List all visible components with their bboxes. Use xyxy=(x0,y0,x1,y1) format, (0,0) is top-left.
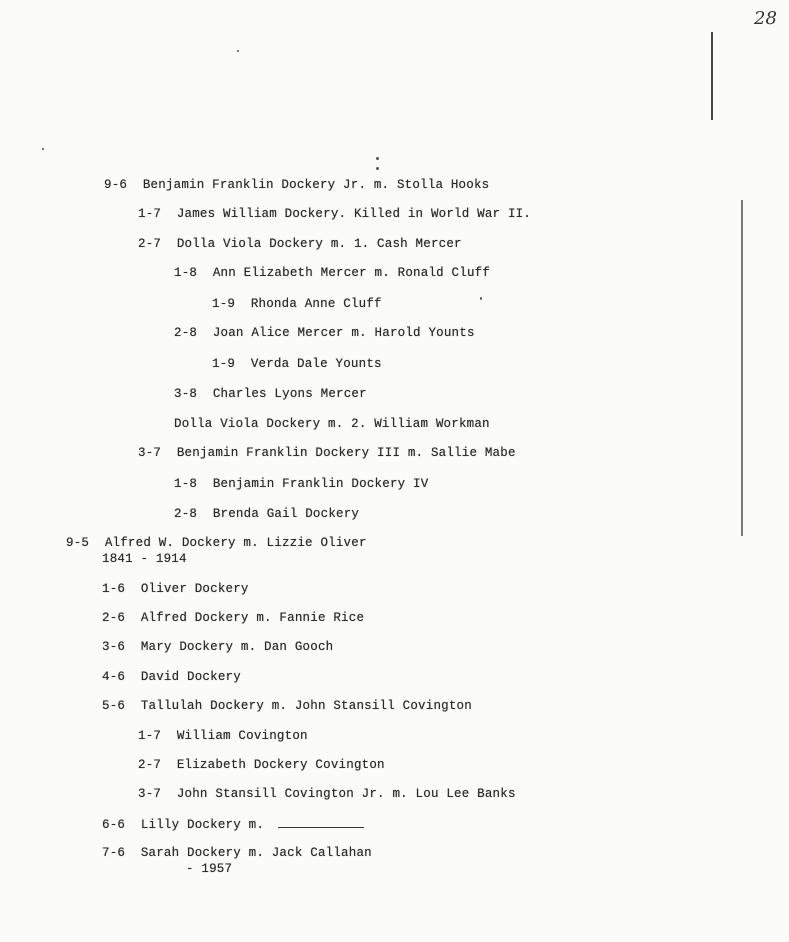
entry-line xyxy=(102,846,372,860)
entry-line xyxy=(174,387,367,401)
entry-code: 6-6 xyxy=(102,818,126,832)
entry-text: John Stansill Covington Jr. m. Lou Lee Banks xyxy=(176,787,516,801)
entry-line xyxy=(138,729,308,743)
entry-text: Tallulah Dockery m. John Stansill Covington xyxy=(140,699,472,713)
entry-dates xyxy=(186,862,232,876)
entry-code: 2-7 xyxy=(138,237,162,251)
entry-code: 3-8 xyxy=(174,387,198,401)
entry-code: 1-8 xyxy=(174,477,198,491)
entry-code: 1-9 xyxy=(212,297,236,311)
entry-code: 2-6 xyxy=(102,611,126,625)
entry-code: 1-6 xyxy=(102,582,126,596)
entry-line xyxy=(102,817,364,832)
entry-text: Joan Alice Mercer m. Harold Younts xyxy=(212,326,475,340)
entry-line xyxy=(102,670,241,684)
entry-code: 1-8 xyxy=(174,266,198,280)
entry-text: Dolla Viola Dockery m. 2. William Workman xyxy=(174,417,490,431)
entry-line xyxy=(174,266,490,280)
scan-speck xyxy=(480,297,482,300)
entry-code: 1-9 xyxy=(212,357,236,371)
scan-mark-right-top xyxy=(711,32,713,120)
entry-code: 4-6 xyxy=(102,670,126,684)
entry-line xyxy=(174,507,359,521)
entry-code: 3-7 xyxy=(138,446,162,460)
entry-line xyxy=(138,758,385,772)
entry-line xyxy=(174,326,475,340)
scan-mark-right-long xyxy=(741,200,743,536)
entry-code: 1-7 xyxy=(138,729,162,743)
entry-text: Lilly Dockery m. xyxy=(140,818,265,832)
entry-text: Brenda Gail Dockery xyxy=(212,507,360,521)
entry-text: Oliver Dockery xyxy=(140,582,249,596)
entry-code: 3-6 xyxy=(102,640,126,654)
entry-line xyxy=(102,640,333,654)
entry-text: William Covington xyxy=(176,729,308,743)
entry-code: 7-6 xyxy=(102,846,126,860)
entry-line xyxy=(212,297,382,311)
entry-line xyxy=(212,357,382,371)
entry-text: Alfred W. Dockery m. Lizzie Oliver xyxy=(104,536,367,550)
entry-text: Elizabeth Dockery Covington xyxy=(176,758,385,772)
entry-text: Rhonda Anne Cluff xyxy=(250,297,382,311)
entry-line xyxy=(104,178,489,192)
entry-code: 2-8 xyxy=(174,326,198,340)
entry-text: 1841 - 1914 xyxy=(102,552,187,566)
entry-line xyxy=(102,582,249,596)
entry-text: - 1957 xyxy=(186,862,233,876)
entry-line xyxy=(138,787,516,801)
entry-code: 1-7 xyxy=(138,207,162,221)
page-number: 28 xyxy=(754,8,777,29)
entry-text: Dolla Viola Dockery m. 1. Cash Mercer xyxy=(176,237,462,251)
entry-text: Charles Lyons Mercer xyxy=(212,387,367,401)
entry-text: David Dockery xyxy=(140,670,241,684)
entry-line xyxy=(174,417,490,431)
entry-code: 2-7 xyxy=(138,758,162,772)
entry-line xyxy=(174,477,428,491)
entry-line xyxy=(102,699,472,713)
entry-line xyxy=(138,446,516,460)
scan-speck xyxy=(42,148,44,150)
entry-text: Alfred Dockery m. Fannie Rice xyxy=(140,611,365,625)
entry-text: Benjamin Franklin Dockery Jr. m. Stolla Hooks xyxy=(142,178,490,192)
entry-line xyxy=(66,536,367,550)
entry-text: Sarah Dockery m. Jack Callahan xyxy=(140,846,372,860)
entry-code: 5-6 xyxy=(102,699,126,713)
entry-dates xyxy=(102,552,187,566)
entry-code: 3-7 xyxy=(138,787,162,801)
entry-code: 9-5 xyxy=(66,536,90,550)
entry-text: James William Dockery. Killed in World War II. xyxy=(176,207,532,221)
entry-text: Mary Dockery m. Dan Gooch xyxy=(140,640,334,654)
entry-text: Verda Dale Younts xyxy=(250,357,382,371)
entry-text: Ann Elizabeth Mercer m. Ronald Cluff xyxy=(212,266,491,280)
entry-code: 9-6 xyxy=(104,178,128,192)
entry-line xyxy=(102,611,364,625)
entry-text: Benjamin Franklin Dockery III m. Sallie Mabe xyxy=(176,446,516,460)
scan-speck xyxy=(376,167,379,170)
entry-code: 2-8 xyxy=(174,507,198,521)
spouse-blank-line xyxy=(278,817,364,828)
entry-line xyxy=(138,237,462,251)
entry-line xyxy=(138,207,531,221)
entry-text: Benjamin Franklin Dockery IV xyxy=(212,477,429,491)
scan-speck xyxy=(237,50,239,52)
scan-speck xyxy=(376,157,379,160)
